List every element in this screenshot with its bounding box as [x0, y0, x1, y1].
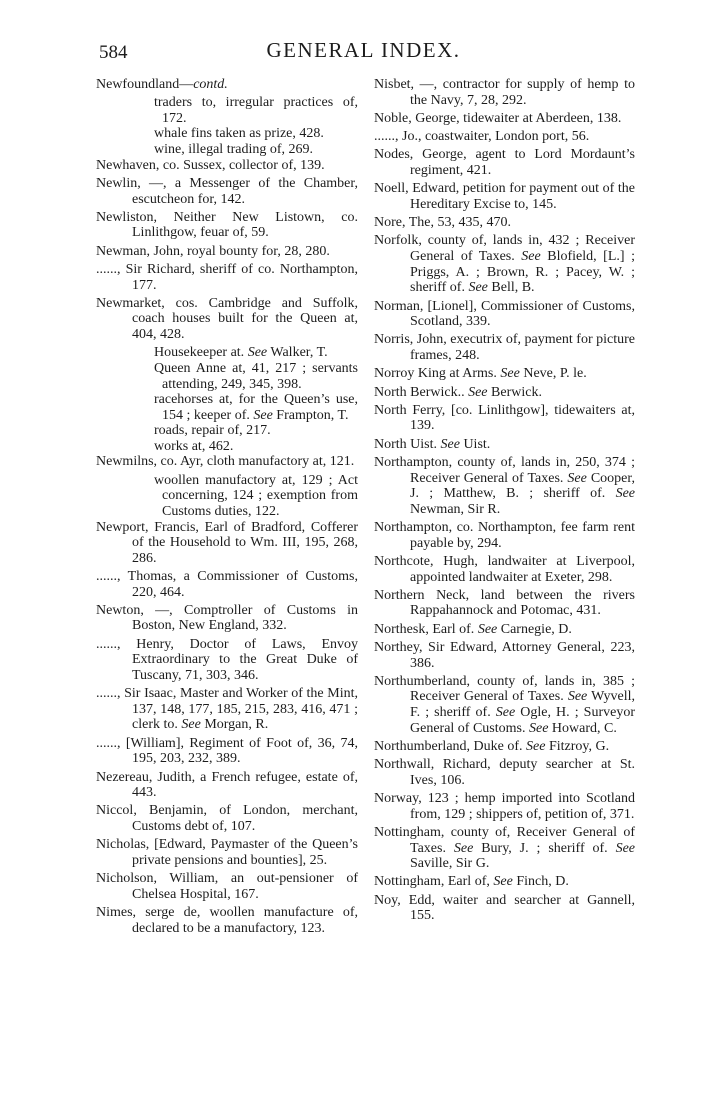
index-entry: Nimes, serge de, woollen manufacture of, declared to be a manufactory, 123.: [96, 905, 358, 936]
index-entry: Newton, —, Comptroller of Customs in Boston, New England, 332.: [96, 602, 358, 634]
index-entry: Nottingham, county of, Receiver General of Taxes. See Bury, J. ; sheriff of. See Saville, Sir G.: [374, 824, 635, 872]
index-entry: Northcote, Hugh, landwaiter at Liverpool, appointed landwaiter at Exeter, 298.: [374, 553, 635, 585]
index-subentry: roads, repair of, 217.: [154, 423, 271, 439]
index-entry: Newman, John, royal bounty for, 28, 280.: [96, 243, 330, 259]
index-subentry: traders to, irregular practices of, 172.: [154, 95, 358, 126]
index-entry: Northumberland, Duke of. See Fitzroy, G.: [374, 738, 610, 754]
index-entry: North Berwick.. See Berwick.: [374, 384, 542, 400]
index-subentry: wine, illegal trading of, 269.: [154, 142, 314, 158]
index-subentry: racehorses at, for the Queen’s use, 154 ; keeper of. See Frampton, T.: [154, 392, 358, 423]
index-entry: ......, Jo., coastwaiter, London port, 56.: [374, 129, 590, 145]
index-entry: Norway, 123 ; hemp imported into Scotland from, 129 ; shippers of, petition of, 371.: [374, 791, 635, 822]
index-entry: Newhaven, co. Sussex, collector of, 139.: [96, 157, 325, 173]
index-entry: Newlin, —, a Messenger of the Chamber, escutcheon for, 142.: [96, 175, 358, 207]
index-entry: Norman, [Lionel], Commissioner of Customs, Scotland, 339.: [374, 298, 635, 330]
index-entry: Northampton, county of, lands in, 250, 374 ; Receiver General of Taxes. See Cooper, J. ; Matthew, B. ; sheriff of. See Newman, Sir R.: [374, 455, 635, 517]
index-entry: Northumberland, county of, lands in, 385 ; Receiver General of Taxes. See Wyvell, F. ; sheriff of. See Ogle, H. ; Surveyor General of Customs. See Howard, C.: [374, 673, 635, 736]
index-entry: ......, Thomas, a Commissioner of Customs, 220, 464.: [96, 569, 358, 600]
index-entry: Newmarket, cos. Cambridge and Suffolk, coach houses built for the Queen at, 404, 428.: [96, 295, 358, 343]
index-entry: Noell, Edward, petition for payment out of the Hereditary Excise to, 145.: [374, 181, 635, 212]
index-entry: Nezereau, Judith, a French refugee, estate of, 443.: [96, 769, 358, 801]
index-entry: Nisbet, —, contractor for supply of hemp to the Navy, 7, 28, 292.: [374, 77, 635, 108]
index-entry: North Uist. See Uist.: [374, 436, 491, 452]
index-entry: Northampton, co. Northampton, fee farm rent payable by, 294.: [374, 520, 635, 551]
index-subentry: woollen manufactory at, 129 ; Act concerning, 124 ; exemption from Customs duties, 122.: [154, 472, 358, 519]
index-entry: Newmilns, co. Ayr, cloth manufactory at, 121.: [96, 454, 355, 470]
index-entry: Nicholson, William, an out-pensioner of Chelsea Hospital, 167.: [96, 871, 358, 902]
index-entry: Northey, Sir Edward, Attorney General, 223, 386.: [374, 639, 635, 671]
index-subentry: Housekeeper at. See Walker, T.: [154, 345, 328, 361]
index-entry: Newfoundland—contd.: [96, 77, 228, 92]
index-entry: Northesk, Earl of. See Carnegie, D.: [374, 621, 572, 637]
index-entry: Nicholas, [Edward, Paymaster of the Queen’s private pensions and bounties], 25.: [96, 837, 358, 868]
index-subentry: works at, 462.: [154, 438, 234, 454]
index-entry: Newport, Francis, Earl of Bradford, Cofferer of the Household to Wm. III, 195, 268, 286.: [96, 519, 358, 566]
index-entry: Northern Neck, land between the rivers Rappahannock and Potomac, 431.: [374, 587, 635, 619]
index-entry: Norfolk, county of, lands in, 432 ; Receiver General of Taxes. See Blofield, [L.] ; Priggs, A. ; Brown, R. ; Pacey, W. ; sheriff of. See Bell, B.: [374, 233, 635, 296]
index-entry: Northwall, Richard, deputy searcher at St. Ives, 106.: [374, 757, 635, 788]
index-entry: ......, Sir Richard, sheriff of co. Northampton, 177.: [96, 261, 358, 293]
index-entry: Newliston, Neither New Listown, co. Linlithgow, feuar of, 59.: [96, 209, 358, 241]
index-entry: Nore, The, 53, 435, 470.: [374, 215, 511, 231]
index-subentry: Queen Anne at, 41, 217 ; servants attending, 249, 345, 398.: [154, 360, 358, 392]
index-column-right: [374, 77, 635, 927]
index-column-left: [96, 77, 358, 939]
index-entry: Noy, Edd, waiter and searcher at Gannell, 155.: [374, 892, 635, 924]
index-entry: Niccol, Benjamin, of London, merchant, Customs debt of, 107.: [96, 803, 358, 835]
index-entry: ......, [William], Regiment of Foot of, 36, 74, 195, 203, 232, 389.: [96, 735, 358, 767]
index-entry: Nottingham, Earl of, See Finch, D.: [374, 874, 569, 890]
page-number: 584: [99, 42, 128, 63]
index-subentry: whale fins taken as prize, 428.: [154, 126, 324, 142]
index-entry: Norroy King at Arms. See Neve, P. le.: [374, 366, 587, 382]
index-entry: North Ferry, [co. Linlithgow], tidewaiters at, 139.: [374, 402, 635, 434]
index-entry: ......, Sir Isaac, Master and Worker of the Mint, 137, 148, 177, 185, 215, 283, 416, 471 ; clerk to. See Morgan, R.: [96, 686, 358, 733]
index-entry: Norris, John, executrix of, payment for picture frames, 248.: [374, 332, 635, 363]
index-entry: ......, Henry, Doctor of Laws, Envoy Extraordinary to the Great Duke of Tuscany, 71, 303, 346.: [96, 636, 358, 683]
index-entry: Nodes, George, agent to Lord Mordaunt’s regiment, 421.: [374, 147, 635, 179]
running-title: GENERAL INDEX.: [266, 38, 461, 62]
index-entry: Noble, George, tidewaiter at Aberdeen, 138.: [374, 110, 622, 126]
